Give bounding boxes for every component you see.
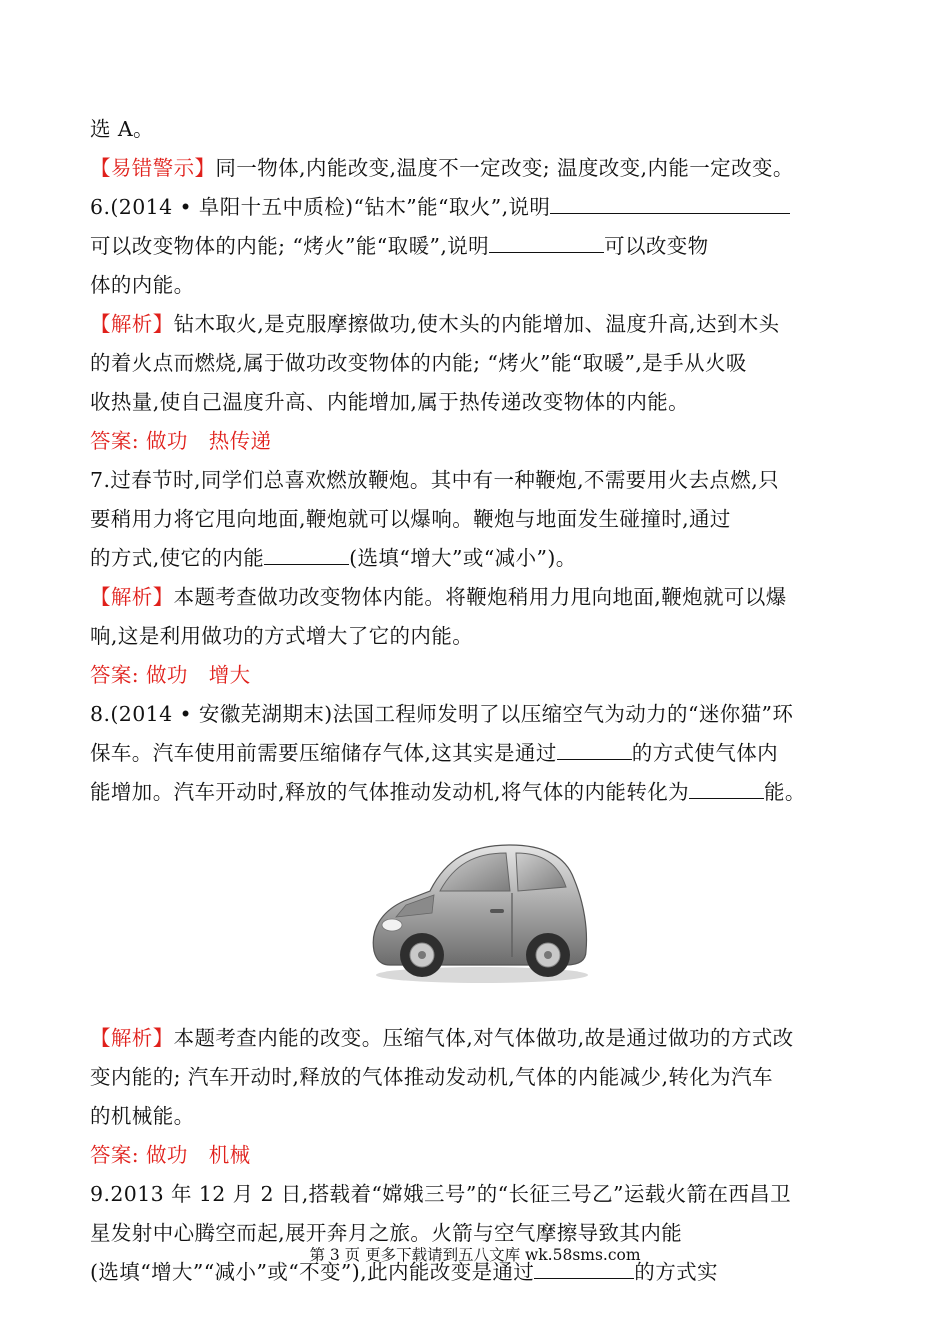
question-7-line-2: 要稍用力将它甩向地面,鞭炮就可以爆响。鞭炮与地面发生碰撞时,通过: [90, 507, 731, 531]
question-6-line-1: [90, 190, 870, 224]
question-text: 能。: [764, 780, 806, 804]
question-text: 的方式,使它的内能: [90, 546, 265, 570]
analysis-8-line-1: [90, 1021, 870, 1055]
question-text: (选填“增大”“减小”或“不变”),此内能改变是通过: [90, 1260, 535, 1284]
car-image: [90, 823, 870, 1003]
question-8-line-1: 8.(2014 • 安徽芜湖期末)法国工程师发明了以压缩空气为动力的“迷你猫”环: [90, 702, 794, 726]
question-text: 可以改变物体的内能; “烤火”能“取暖”,说明: [90, 234, 490, 258]
question-6-line-3: 体的内能。: [90, 273, 195, 297]
answer-6: 答案: 做功 热传递: [90, 429, 272, 453]
answer-blank: [264, 542, 349, 565]
question-8-line-2: [90, 736, 870, 770]
analysis-tag: 【解析】: [90, 312, 174, 336]
question-6-line-2: [90, 229, 870, 263]
analysis-tag: 【解析】: [90, 1026, 174, 1050]
answer-8: 答案: 做功 机械: [90, 1143, 251, 1167]
warning-line: [90, 151, 870, 185]
car-illustration-icon: [360, 833, 600, 993]
question-text: 可以改变物: [604, 234, 709, 258]
answer-7: 答案: 做功 增大: [90, 663, 251, 687]
answer-blank: [689, 776, 764, 799]
analysis-6-line-2: 的着火点而燃烧,属于做功改变物体的内能; “烤火”能“取暖”,是手从火吸: [90, 351, 747, 375]
analysis-text: 钻木取火,是克服摩擦做功,使木头的内能增加、温度升高,达到木头: [173, 312, 780, 336]
question-text: 保车。汽车使用前需要压缩储存气体,这其实是通过: [90, 741, 557, 765]
analysis-8-line-2: 变内能的; 汽车开动时,释放的气体推动发动机,气体的内能减少,转化为汽车: [90, 1065, 773, 1089]
warning-text: 同一物体,内能改变,温度不一定改变; 温度改变,内能一定改变。: [215, 156, 794, 180]
analysis-6-line-1: [90, 307, 870, 341]
answer-blank: [489, 230, 604, 253]
analysis-8-line-3: 的机械能。: [90, 1104, 195, 1128]
analysis-6-line-3: 收热量,使自己温度升高、内能增加,属于热传递改变物体的内能。: [90, 390, 690, 414]
document-body: [90, 112, 870, 1289]
question-8-line-3: [90, 775, 870, 809]
question-9-line-2: 星发射中心腾空而起,展开奔月之旅。火箭与空气摩擦导致其内能: [90, 1221, 683, 1245]
answer-blank: [550, 191, 790, 214]
answer-blank: [557, 737, 632, 760]
question-9-line-1: 9.2013 年 12 月 2 日,搭载着“嫦娥三号”的“长征三号乙”运载火箭在西昌卫: [90, 1182, 792, 1206]
question-text: 6.(2014 • 阜阳十五中质检)“钻木”能“取火”,说明: [90, 195, 551, 219]
question-text: 能增加。汽车开动时,释放的气体推动发动机,将气体的内能转化为: [90, 780, 690, 804]
text-line: 选 A。: [90, 117, 154, 141]
question-7-line-1: 7.过春节时,同学们总喜欢燃放鞭炮。其中有一种鞭炮,不需要用火去点燃,只: [90, 468, 780, 492]
question-text: 的方式实: [634, 1260, 718, 1284]
warning-tag: 【易错警示】: [90, 156, 216, 180]
analysis-7-line-2: 响,这是利用做功的方式增大了它的内能。: [90, 624, 474, 648]
analysis-tag: 【解析】: [90, 585, 174, 609]
question-text: (选填“增大”或“减小”)。: [349, 546, 577, 570]
question-text: 的方式使气体内: [631, 741, 779, 765]
question-7-line-3: [90, 541, 870, 575]
analysis-text: 本题考查做功改变物体内能。将鞭炮稍用力甩向地面,鞭炮就可以爆: [173, 585, 787, 609]
analysis-text: 本题考查内能的改变。压缩气体,对气体做功,故是通过做功的方式改: [173, 1026, 794, 1050]
page-footer: 第 3 页 更多下载请到五八文库 wk.58sms.com: [309, 1246, 641, 1264]
analysis-7-line-1: [90, 580, 870, 614]
